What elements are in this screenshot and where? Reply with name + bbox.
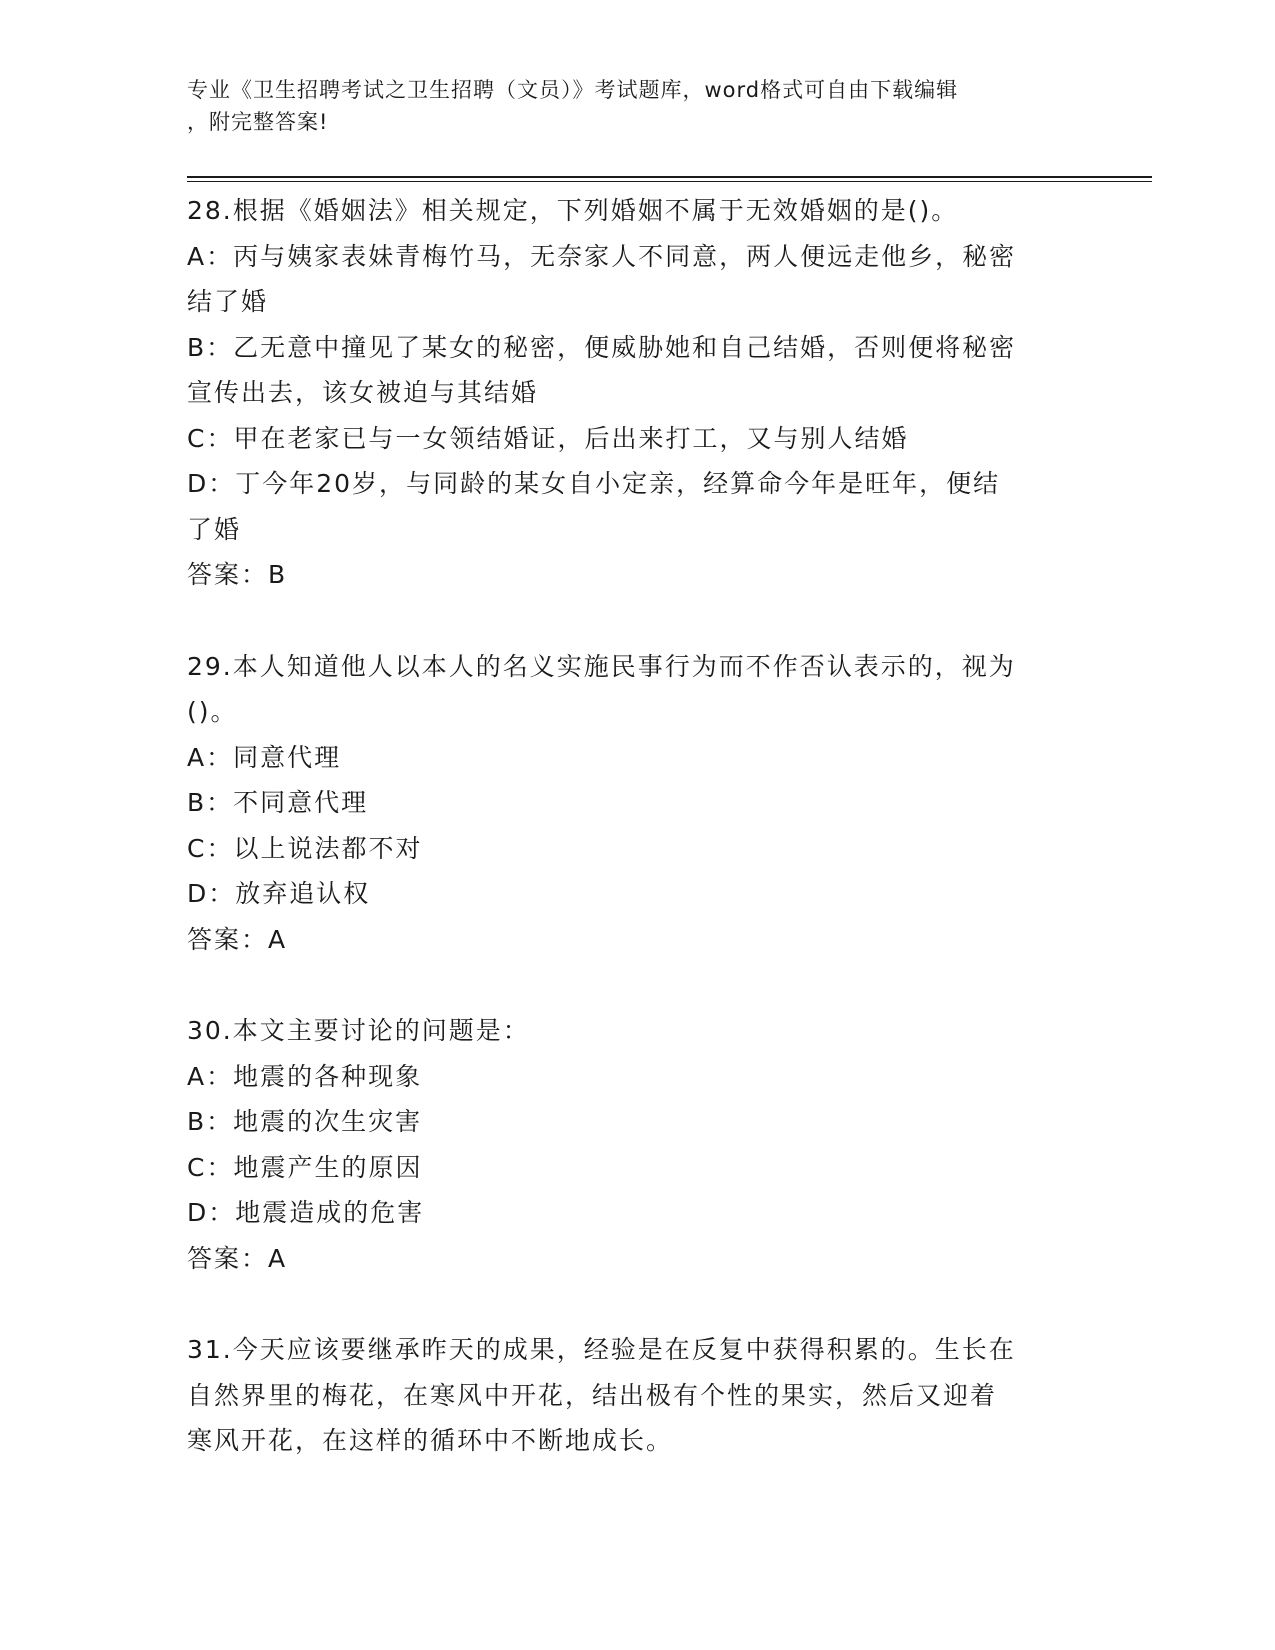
question-28-answer: 答案：B (187, 560, 288, 589)
header-divider-thin (187, 181, 1152, 182)
question-30-option-b: B：地震的次生灾害 (187, 1107, 423, 1136)
question-30-answer: 答案：A (187, 1243, 288, 1273)
header-divider-thick (187, 176, 1152, 178)
question-30-option-a: A：地震的各种现象 (187, 1061, 423, 1091)
question-31-stem-cont-1: 自然界里的梅花，在寒风中开花，结出极有个性的果实，然后又迎着 (187, 1380, 998, 1410)
question-28-stem: 28.根据《婚姻法》相关规定，下列婚姻不属于无效婚姻的是()。 (187, 196, 959, 225)
document-header (187, 74, 1067, 138)
question-31-stem: 31.今天应该要继承昨天的成果，经验是在反复中获得积累的。生长在 (187, 1335, 1016, 1364)
question-29-option-b: B：不同意代理 (187, 788, 369, 817)
question-29-answer: 答案：A (187, 924, 288, 954)
question-28-option-d-cont: 了婚 (187, 514, 242, 544)
question-29-option-d: D：放弃追认权 (187, 879, 371, 908)
question-30-option-c: C：地震产生的原因 (187, 1152, 423, 1182)
question-28-option-d: D：丁今年20岁，与同龄的某女自小定亲，经算命今年是旺年，便结 (187, 469, 1001, 498)
question-28-option-b-cont: 宣传出去，该女被迫与其结婚 (187, 378, 539, 407)
question-29-option-c: C：以上说法都不对 (187, 833, 423, 863)
header-line-2: ，附完整答案! (187, 110, 329, 134)
question-list (187, 188, 1077, 1510)
question-28-option-c: C：甲在老家已与一女领结婚证，后出来打工，又与别人结婚 (187, 423, 909, 453)
question-30-stem: 30.本文主要讨论的问题是： (187, 1016, 530, 1045)
question-30 (187, 1008, 1077, 1281)
header-line-1: 专业《卫生招聘考试之卫生招聘（文员）》考试题库，word格式可自由下载编辑 (187, 78, 959, 102)
question-28-option-a: A：丙与姨家表妹青梅竹马，无奈家人不同意，两人便远走他乡，秘密 (187, 241, 1017, 271)
question-29-option-a: A：同意代理 (187, 742, 342, 772)
question-31 (187, 1327, 1077, 1464)
question-28 (187, 188, 1077, 598)
question-28-option-a-cont: 结了婚 (187, 287, 269, 316)
question-30-option-d: D：地震造成的危害 (187, 1198, 425, 1227)
question-31-stem-cont-2: 寒风开花，在这样的循环中不断地成长。 (187, 1426, 674, 1455)
question-29 (187, 644, 1077, 963)
question-28-option-b: B：乙无意中撞见了某女的秘密，便威胁她和自己结婚，否则便将秘密 (187, 332, 1017, 362)
question-29-stem: 29.本人知道他人以本人的名义实施民事行为而不作否认表示的，视为 (187, 651, 1016, 681)
question-29-stem-cont: ()。 (187, 697, 238, 726)
